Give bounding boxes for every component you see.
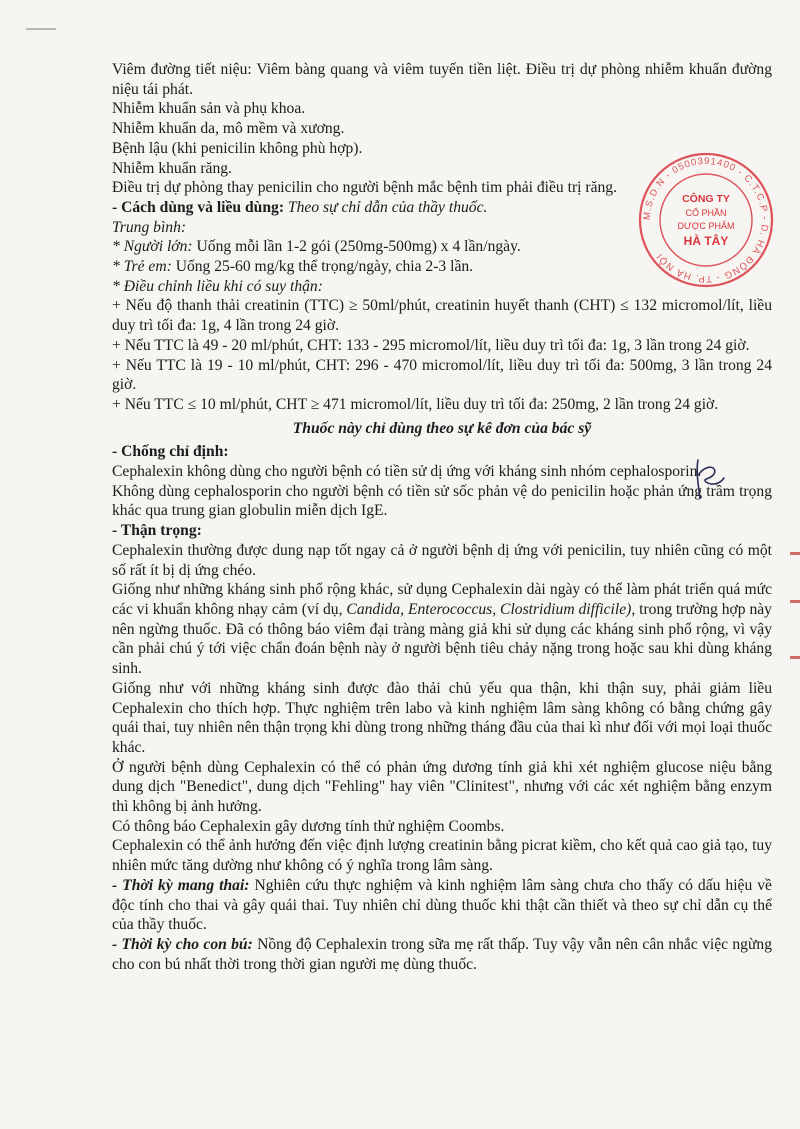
caution-p5: Có thông báo Cephalexin gây dương tính thử nghiệm Coombs.: [112, 817, 505, 835]
indication-dental: Nhiễm khuẩn răng.: [112, 159, 232, 177]
contra-p1: Cephalexin không dùng cho người bệnh có tiền sử dị ứng với kháng sinh nhóm cephalosporin.: [112, 463, 702, 481]
caution-p3: Giống như với những kháng sinh được đào thải chủ yếu qua thận, khi thận suy, phải giảm liều Cephalexin cho thích hợp. Thực nghiệm trên labo và kinh nghiệm lâm sàng không có bằng chứng gây quái thai, tuy nhiên nên thận trọng khi dùng trong những tháng đầu của thai kì như đối với mọi loại thuốc khác.: [112, 679, 772, 756]
indication-prophylaxis: Điều trị dự phòng thay penicilin cho người bệnh mắc bệnh tim phải điều trị răng.: [112, 179, 617, 197]
indication-skin: Nhiễm khuẩn da, mô mềm và xương.: [112, 120, 345, 138]
dosage-renal-2: + Nếu TTC là 49 - 20 ml/phút, CHT: 133 - 295 micromol/lít, liều duy trì tối đa: 1g, 3 lần trong 24 giờ.: [112, 336, 750, 354]
edge-mark: [790, 552, 800, 555]
caution-p2a: Giống như những kháng sinh phổ rộng khác, sử dụng Cephalexin dài ngày có thể làm phát triển quá mức các vi khuẩn không nhạy cảm (ví dụ,: [112, 581, 772, 618]
handwritten-signature: [690, 456, 730, 502]
scan-artifact: [26, 28, 56, 30]
lactation-heading: - Thời kỳ cho con bú:: [112, 935, 253, 953]
dosage-adult-text: Uống mỗi lần 1-2 gói (250mg-500mg) x 4 lần/ngày.: [196, 238, 521, 256]
dosage-average: Trung bình:: [112, 218, 187, 236]
dosage-heading-note: Theo sự chỉ dẫn của thầy thuốc.: [287, 198, 488, 216]
rx-notice: Thuốc này chỉ dùng theo sự kê đơn của bác sỹ: [292, 419, 592, 437]
caution-p6: Cephalexin có thể ảnh hưởng đến việc định lượng creatinin bằng picrat kiềm, cho kết quả cao giả tạo, tuy nhiên mức tăng dường như không có ý nghĩa trong lâm sàng.: [112, 837, 772, 875]
dosage-renal-4: + Nếu TTC ≤ 10 ml/phút, CHT ≥ 471 micromol/lít, liều duy trì tối đa: 250mg, 2 lần trong 24 giờ.: [112, 395, 719, 413]
company-seal-stamp: [636, 150, 776, 290]
caution-p2b: Candida, Enterococcus, Clostridium difficile),: [346, 600, 636, 618]
pregnancy-text: Nghiên cứu thực nghiệm và kinh nghiệm lâm sàng chưa cho thấy có dấu hiệu về độc tính cho thai và gây quái thai. Tuy nhiên chỉ dùng thuốc khi thật cần thiết và theo sự chỉ dẫn cụ thể của thầy thuốc.: [112, 876, 772, 934]
dosage-adult-label: * Người lớn:: [112, 238, 193, 256]
seal-line3: DƯỢC PHẨM: [677, 221, 735, 231]
indication-gyn: Nhiễm khuẩn sản và phụ khoa.: [112, 100, 306, 118]
caution-p2c: trong trường hợp này nên ngừng thuốc. Đã có thông báo viêm đại tràng màng giả khi sử dụng các kháng sinh phổ rộng, vì vậy cần phải chú ý tới việc chẩn đoán bệnh này ở người bệnh tiêu chảy nặng trong hoặc sau khi dùng kháng sinh.: [112, 600, 772, 678]
pregnancy-paragraph: [112, 876, 772, 935]
contra-p2: Không dùng cephalosporin cho người bệnh có tiền sử sốc phản vệ do penicilin hoặc phản ứng trầm trọng khác qua trung gian globulin miễn dịch IgE.: [112, 482, 772, 520]
pregnancy-heading: - Thời kỳ mang thai:: [112, 876, 250, 894]
indication-uti: Viêm đường tiết niệu: Viêm bàng quang và viêm tuyến tiền liệt. Điều trị dự phòng nhiễm khuẩn đường niệu tái phát.: [112, 61, 772, 98]
caution-p1: Cephalexin thường được dung nạp tốt ngay cả ở người bệnh dị ứng với penicilin, tuy nhiên cũng có một số rất ít bị dị ứng chéo.: [112, 541, 772, 579]
caution-p2: [112, 580, 772, 679]
lactation-paragraph: [112, 935, 772, 974]
seal-line2: CỔ PHẦN: [685, 208, 727, 218]
seal-line4: HÀ TÂY: [683, 234, 729, 248]
lactation-text: Nồng độ Cephalexin trong sữa mẹ rất thấp. Tuy vậy vẫn nên cân nhắc việc ngừng cho con bú nhất thời trong thời gian người mẹ dùng thuốc.: [112, 935, 772, 973]
caution-p4: Ở người bệnh dùng Cephalexin có thể có phản ứng dương tính giả khi xét nghiệm glucose niệu bằng dung dịch "Benedict", dung dịch "Fehling" hay viên "Clinitest", nhưng với các xét nghiệm bằng enzym thì không bị ảnh hưởng.: [112, 758, 772, 816]
dosage-renal-1: + Nếu độ thanh thải creatinin (TTC) ≥ 50ml/phút, creatinin huyết thanh (CHT) ≤ 132 micromol/lít, liều duy trì tối đa: 1g, 4 lần trong 24 giờ.: [112, 297, 772, 335]
dosage-heading: - Cách dùng và liều dùng:: [112, 198, 285, 216]
seal-line1: CÔNG TY: [682, 193, 730, 205]
contra-heading: - Chống chỉ định:: [112, 443, 229, 461]
dosage-renal-label: * Điều chỉnh liều khi có suy thận:: [112, 277, 323, 295]
dosage-child-text: Uống 25-60 mg/kg thể trọng/ngày, chia 2-3 lần.: [175, 258, 474, 276]
caution-heading: - Thận trọng:: [112, 522, 202, 540]
edge-mark: [790, 600, 800, 603]
dosage-renal-3: + Nếu TTC là 19 - 10 ml/phút, CHT: 296 - 470 micromol/lít, liều duy trì tối đa: 500mg, 3 lần trong 24 giờ.: [112, 356, 772, 394]
dosage-child-label: * Trẻ em:: [112, 258, 172, 276]
edge-mark: [790, 656, 800, 659]
seal-outer-text: M.S.D.N - 0500391400 - C.T.C.P - D. HÀ ĐÔNG - TP. HÀ NỘI: [641, 155, 771, 285]
indication-gonorrhea: Bệnh lậu (khi penicilin không phù hợp).: [112, 139, 363, 157]
